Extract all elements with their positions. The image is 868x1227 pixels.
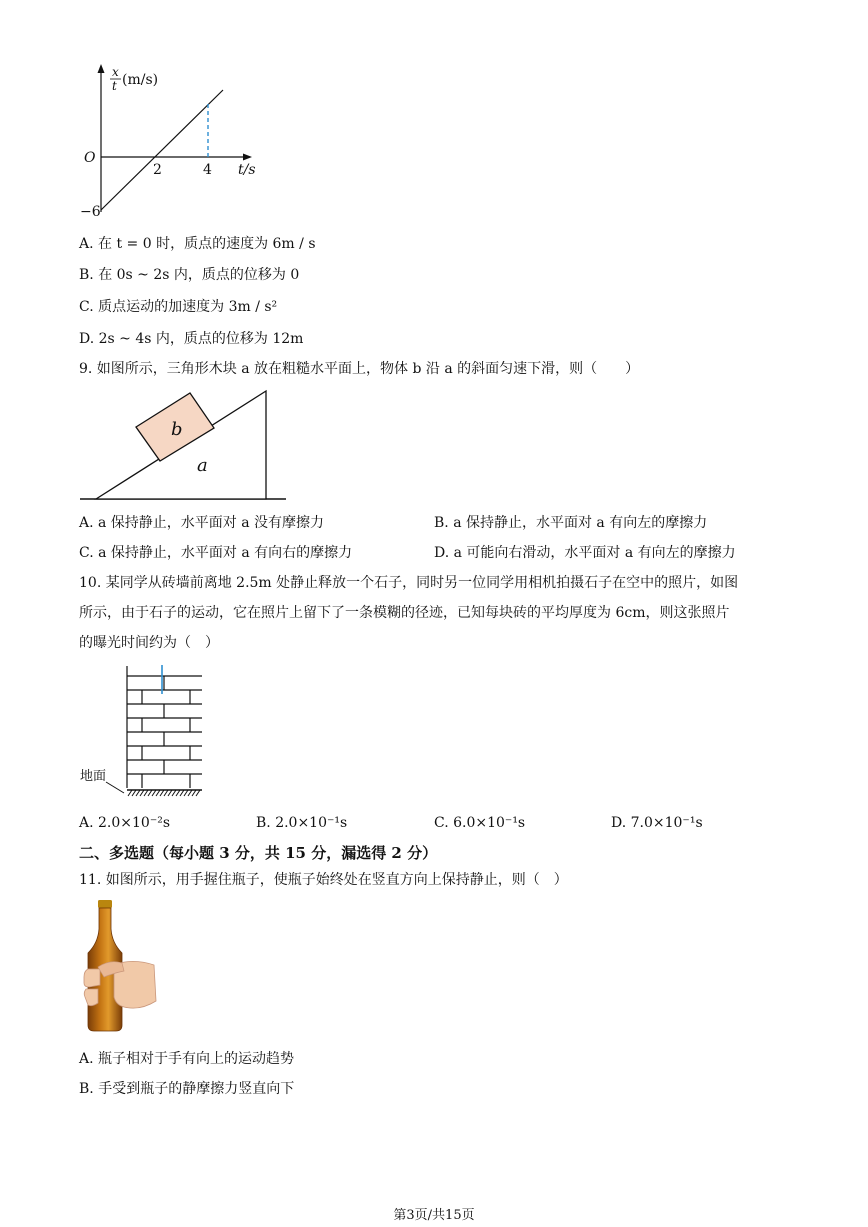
graph-xtick-4: 4 <box>203 162 212 178</box>
graph-ylabel-unit: (m/s) <box>122 72 159 88</box>
ground-pointer <box>106 782 124 793</box>
q11-stem: 11. 如图所示，用手握住瓶子，使瓶子始终处在竖直方向上保持静止，则（ ） <box>79 872 568 888</box>
q10-option-a: A. 2.0×10⁻²s <box>79 815 171 831</box>
q8-option-d: D. 2s ~ 4s 内，质点的位移为 12m <box>79 331 304 347</box>
graph-ylabel-num: x <box>112 65 119 79</box>
q8-option-b: B. 在 0s ~ 2s 内，质点的位移为 0 <box>79 267 300 283</box>
q10-option-b: B. 2.0×10⁻¹s <box>256 815 348 831</box>
q11-option-b: B. 手受到瓶子的静摩擦力竖直向下 <box>79 1081 295 1097</box>
graph-x-arrow <box>243 154 252 161</box>
graph-y-arrow <box>98 64 105 73</box>
block-b-label: b <box>171 419 183 440</box>
q8-option-c: C. 质点运动的加速度为 3m / s² <box>79 299 278 315</box>
graph-xlabel: t/s <box>238 162 256 178</box>
hand-bottle-figure <box>80 897 160 1037</box>
xt-graph-figure <box>78 62 268 227</box>
graph-ylabel-den: t <box>112 79 117 93</box>
q9-option-d: D. a 可能向右滑动，水平面对 a 有向左的摩擦力 <box>434 545 736 561</box>
graph-ytick-neg6: −6 <box>80 204 101 220</box>
q9-option-c: C. a 保持静止，水平面对 a 有向右的摩擦力 <box>79 545 353 561</box>
brick-rows <box>127 676 202 788</box>
page-footer: 第3页/共15页 <box>393 1208 475 1223</box>
q10-stem-line-2: 所示，由于石子的运动，它在照片上留下了一条模糊的径迹，已知每块砖的平均厚度为 6cm，则这张照片 <box>79 605 730 621</box>
q9-option-a: A. a 保持静止，水平面对 a 没有摩擦力 <box>79 515 325 531</box>
bottle-cap <box>98 900 112 908</box>
incline-figure <box>78 385 293 505</box>
ground-label: 地面 <box>80 769 107 784</box>
brick-wall-figure <box>78 660 213 802</box>
graph-xtick-2: 2 <box>153 162 162 178</box>
q9-stem: 9. 如图所示，三角形木块 a 放在粗糙水平面上，物体 b 沿 a 的斜面匀速下滑，则（ ） <box>79 361 640 377</box>
graph-origin-label: O <box>84 150 96 166</box>
q10-option-d: D. 7.0×10⁻¹s <box>611 815 703 831</box>
q10-option-c: C. 6.0×10⁻¹s <box>434 815 526 831</box>
ground-hatching <box>128 790 200 796</box>
section-2-title: 二、多选题（每小题 3 分，共 15 分，漏选得 2 分） <box>79 844 438 862</box>
q9-option-b: B. a 保持静止，水平面对 a 有向左的摩擦力 <box>434 515 708 531</box>
graph-data-line <box>101 90 223 210</box>
q10-stem-line-3: 的曝光时间约为（ ） <box>79 635 219 651</box>
q10-stem-line-1: 10. 某同学从砖墙前离地 2.5m 处静止释放一个石子，同时另一位同学用相机拍摄石子在空中的照片，如图 <box>79 575 739 591</box>
q8-option-a: A. 在 t = 0 时，质点的速度为 6m / s <box>79 236 316 252</box>
q11-option-a: A. 瓶子相对于手有向上的运动趋势 <box>79 1051 295 1067</box>
wedge-a-label: a <box>197 455 208 476</box>
